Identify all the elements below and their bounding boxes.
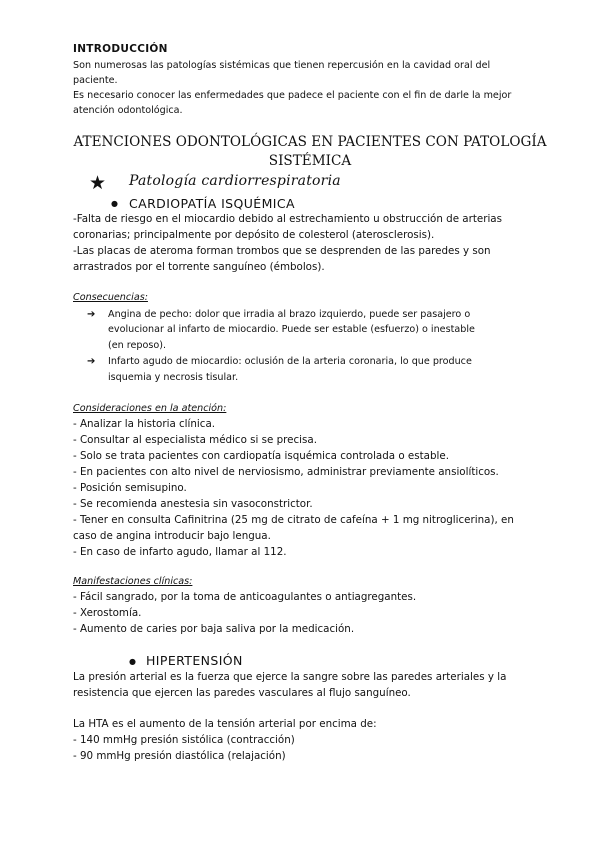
body-line: La HTA es el aumento de la tensión arterial por encima de:: [73, 718, 377, 730]
list-item: - 90 mmHg presión diastólica (relajación): [73, 750, 286, 762]
list-item: - En pacientes con alto nivel de nerviosismo, administrar previamente ansiolíticos.: [73, 466, 499, 478]
list-item: - 140 mmHg presión sistólica (contracción): [73, 734, 295, 746]
list-item: isquemia y necrosis tisular.: [108, 372, 239, 383]
isquemica-heading: CARDIOPATÍA ISQUÉMICA: [129, 196, 295, 211]
consecuencias-label: Consecuencias:: [73, 292, 148, 303]
list-item: - Tener en consulta Cafinitrina (25 mg de citrato de cafeína + 1 mg nitroglicerina), en: [73, 514, 514, 526]
consideraciones-label: Consideraciones en la atención:: [73, 403, 227, 414]
list-item: - Consultar al especialista médico si se precisa.: [73, 434, 317, 446]
list-item: (en reposo).: [108, 340, 167, 351]
list-item: - Xerostomía.: [73, 607, 142, 619]
list-item: - Aumento de caries por baja saliva por la medicación.: [73, 623, 355, 635]
list-item: - Solo se trata pacientes con cardiopatía isquémica controlada o estable.: [73, 450, 449, 462]
body-line: La presión arterial es la fuerza que ejerce la sangre sobre las paredes arteriales y la: [73, 671, 507, 683]
list-item: Angina de pecho: dolor que irradia al brazo izquierdo, puede ser pasajero o: [108, 309, 471, 320]
list-item: - Analizar la historia clínica.: [73, 418, 216, 430]
intro-title: INTRODUCCIÓN: [73, 43, 168, 55]
body-line: resistencia que ejercen las paredes vasculares al flujo sanguíneo.: [73, 687, 411, 699]
intro-line: Es necesario conocer las enfermedades que padece el paciente con el fin de darle la mejor: [73, 90, 512, 101]
list-item: - Se recomienda anestesia sin vasoconstrictor.: [73, 498, 313, 510]
bullet-icon: ●: [129, 657, 136, 666]
body-line: -Las placas de ateroma forman trombos que se desprenden de las paredes y son: [73, 245, 491, 257]
body-line: arrastrados por el torrente sanguíneo (émbolos).: [73, 261, 325, 273]
body-line: -Falta de riesgo en el miocardio debido al estrechamiento u obstrucción de arterias: [73, 213, 502, 225]
list-item: - Posición semisupino.: [73, 482, 187, 494]
hipertension-heading: HIPERTENSIÓN: [146, 653, 243, 668]
intro-line: paciente.: [73, 75, 118, 86]
list-item: - En caso de infarto agudo, llamar al 112.: [73, 546, 287, 558]
list-item: Infarto agudo de miocardio: oclusión de la arteria coronaria, lo que produce: [108, 356, 472, 367]
body-line: coronarias; principalmente por depósito de colesterol (aterosclerosis).: [73, 229, 435, 241]
intro-line: atención odontológica.: [73, 105, 183, 116]
arrow-icon: ➔: [87, 309, 96, 320]
list-item: caso de angina introducir bajo lengua.: [73, 530, 271, 542]
bullet-icon: ●: [111, 199, 118, 208]
cardio-heading: Patología cardiorrespiratoria: [129, 173, 341, 189]
arrow-icon: ➔: [87, 356, 96, 367]
star-icon: ★: [89, 172, 107, 194]
main-title: ATENCIONES ODONTOLÓGICAS EN PACIENTES CON PATOLOGÍA SISTÉMICA: [73, 134, 547, 169]
list-item: evolucionar al infarto de miocardio. Puede ser estable (esfuerzo) o inestable: [108, 324, 475, 335]
intro-line: Son numerosas las patologías sistémicas que tienen repercusión en la cavidad oral del: [73, 60, 491, 71]
list-item: - Fácil sangrado, por la toma de anticoagulantes o antiagregantes.: [73, 591, 417, 603]
manifestaciones-label: Manifestaciones clínicas:: [73, 576, 193, 587]
